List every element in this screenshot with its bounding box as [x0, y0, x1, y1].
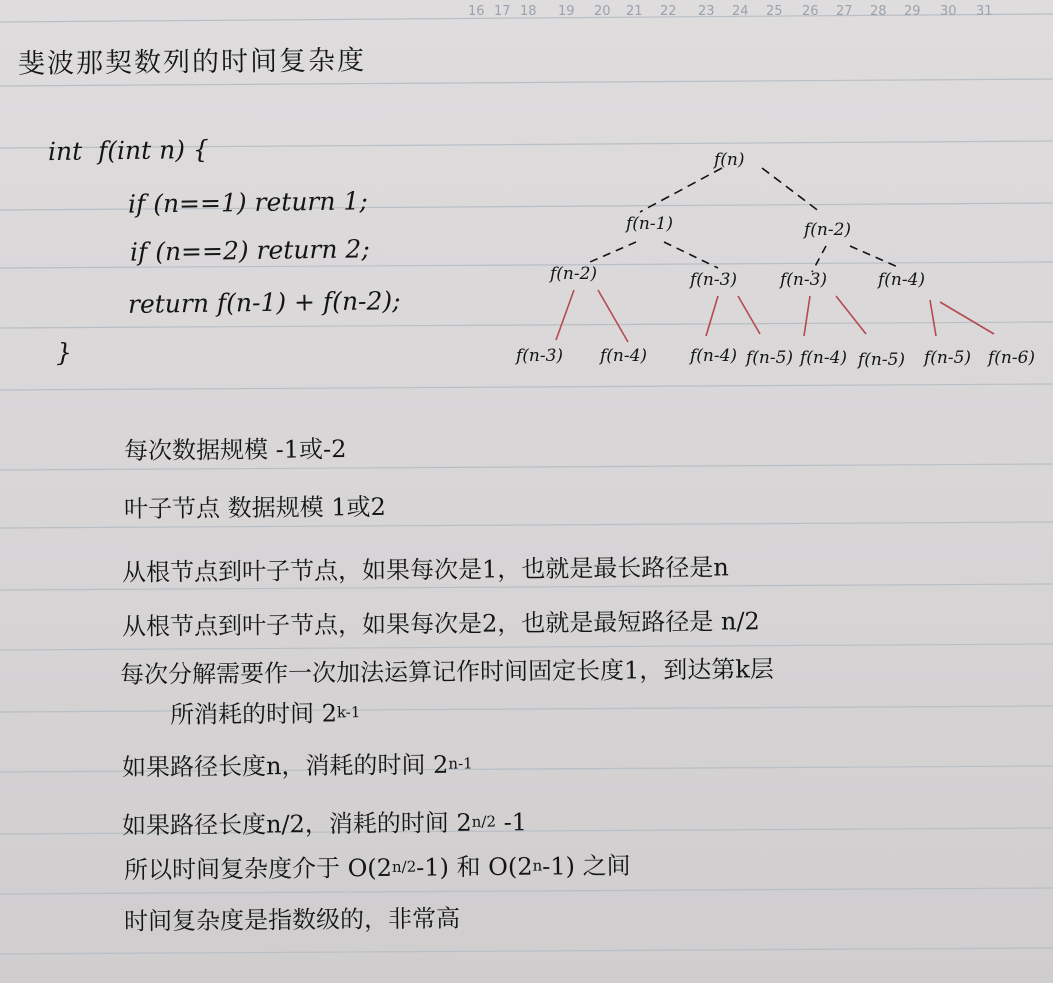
date-number: 30	[940, 4, 957, 19]
tree-node: f(n-5)	[746, 348, 794, 368]
note-text: -1) 和 O(2	[416, 852, 533, 882]
date-number: 18	[520, 4, 537, 19]
tree-node: f(n-3)	[516, 346, 564, 366]
note-text: 所以时间复杂度介于 O(2	[123, 853, 393, 885]
code-line: if (n==1) return 1;	[127, 186, 368, 219]
tree-node: f(n-1)	[626, 214, 674, 234]
tree-node: f(n-4)	[878, 270, 926, 290]
code-line: int f(int n) {	[47, 134, 210, 167]
tree-node: f(n-5)	[924, 348, 972, 368]
tree-node: f(n-4)	[800, 348, 848, 368]
tree-edge	[706, 296, 718, 336]
note-line	[170, 693, 361, 730]
note-line: 每次数据规模 -1或-2	[123, 435, 347, 465]
date-number: 19	[558, 4, 575, 19]
note-line	[124, 846, 631, 885]
tree-edge	[930, 300, 936, 336]
note-text: 如果路径长度n，消耗的时间 2	[121, 750, 449, 782]
date-number: 29	[904, 4, 921, 19]
note-text: -1	[495, 808, 528, 837]
note-line: 时间复杂度是指数级的，非常高	[123, 904, 461, 936]
date-number: 28	[870, 4, 887, 19]
tree-node: f(n-4)	[690, 346, 738, 366]
date-number: 26	[802, 4, 819, 19]
tree-node: f(n-6)	[988, 348, 1036, 368]
note-line	[122, 802, 527, 841]
date-number: 23	[698, 4, 715, 19]
tree-edge	[804, 296, 810, 336]
tree-edge	[836, 296, 866, 334]
code-line: if (n==2) return 2;	[129, 234, 370, 267]
date-number: 17	[494, 4, 511, 19]
tree-edge	[556, 290, 574, 340]
tree-node: f(n-2)	[550, 264, 598, 284]
date-number: 22	[660, 4, 677, 19]
note-line	[122, 601, 760, 642]
tree-node: f(n-3)	[780, 270, 828, 290]
note-line	[122, 744, 473, 782]
exponent: n/2	[471, 812, 497, 831]
tree-edge	[850, 246, 900, 268]
date-number: 31	[976, 4, 993, 19]
tree-edge	[598, 290, 628, 342]
exponent: n/2	[391, 857, 417, 876]
tree-edge	[590, 242, 636, 262]
exponent: n-1	[448, 754, 473, 773]
code-line: return f(n-1) + f(n-2);	[127, 286, 401, 319]
tree-node-root: f(n)	[714, 150, 745, 170]
tree-edge	[812, 246, 826, 272]
tree-edge	[738, 296, 760, 334]
tree-node: f(n-5)	[858, 350, 906, 370]
tree-edge	[664, 242, 718, 268]
date-number: 27	[836, 4, 853, 19]
date-number: 20	[594, 4, 611, 19]
tree-edge	[640, 168, 722, 212]
note-text: 如果路径长度	[121, 810, 267, 840]
tree-node: f(n-4)	[600, 346, 648, 366]
tree-edge	[762, 168, 820, 212]
tree-edge	[940, 302, 994, 334]
date-number: 24	[732, 4, 749, 19]
note-line: 从根节点到叶子节点，如果每次是1，也就是最长路径是n	[121, 553, 729, 587]
exponent: n	[532, 856, 543, 875]
date-number: 21	[626, 4, 643, 19]
tree-node: f(n-3)	[690, 270, 738, 290]
note-text: 所消耗的时间 2	[169, 699, 338, 729]
exponent: k-1	[336, 703, 361, 722]
date-number: 16	[468, 4, 485, 19]
note-line: 叶子节点 数据规模 1或2	[123, 492, 386, 524]
math-fraction: n/2	[720, 607, 760, 636]
note-text: -1) 之间	[542, 851, 631, 881]
math-fraction: n/2	[265, 810, 305, 839]
note-text: 从根节点到叶子节点，如果每次是2，也就是最短路径是	[121, 607, 714, 641]
date-number: 25	[766, 4, 783, 19]
note-text: ，消耗的时间 2	[304, 808, 472, 839]
code-line: }	[55, 337, 73, 368]
note-line: 每次分解需要作一次加法运算记作时间固定长度1，到达第k层	[119, 655, 774, 689]
page-title: 斐波那契数列的时间复杂度	[17, 45, 367, 80]
tree-node: f(n-2)	[804, 220, 852, 240]
